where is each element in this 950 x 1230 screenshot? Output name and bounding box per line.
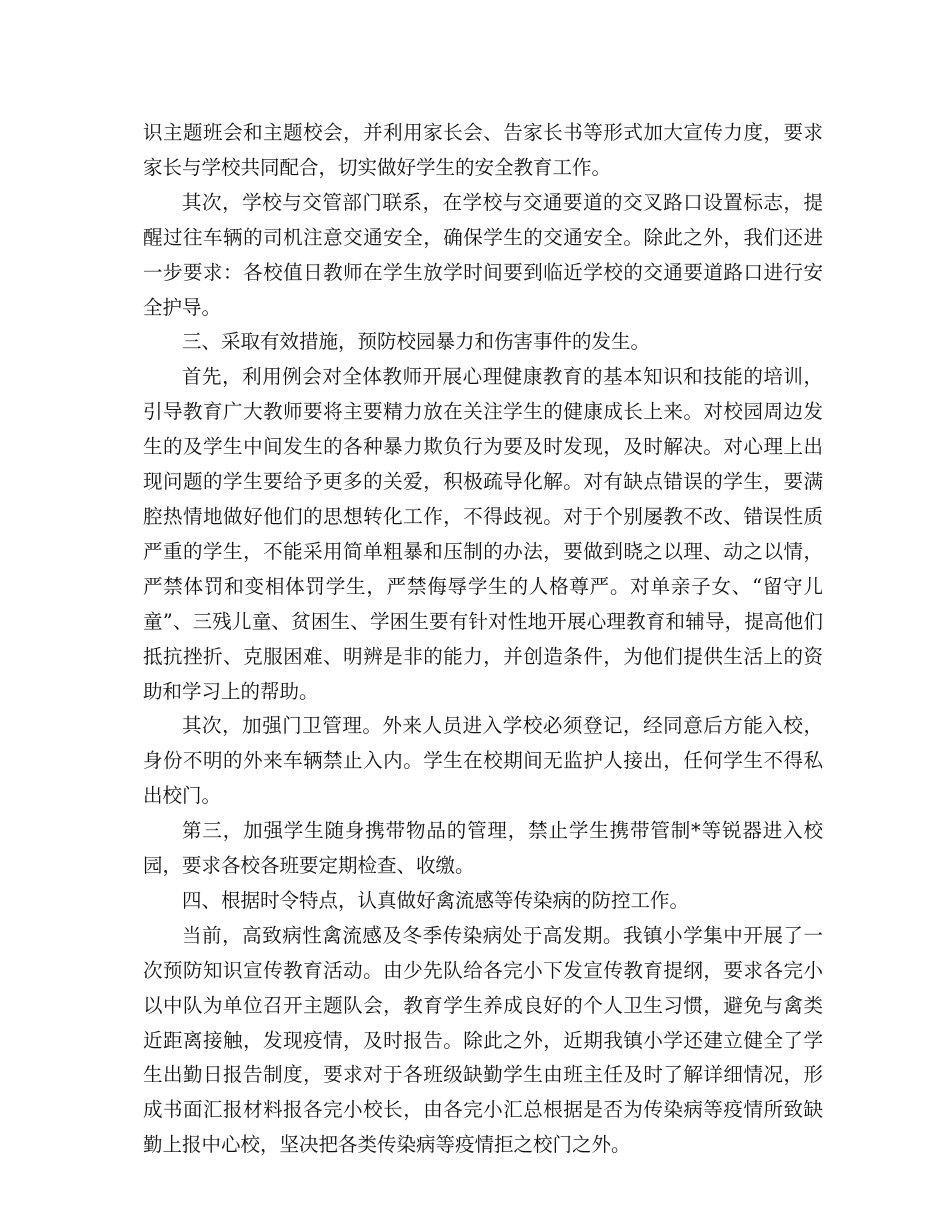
paragraph-gate-management: 其次，加强门卫管理。外来人员进入学校必须登记，经同意后方能入校，身份不明的外来车辆禁止入内。学生在校期间无监护人接出，任何学生不得私出校门。 xyxy=(143,714,823,808)
paragraph-traffic-safety: 其次，学校与交管部门联系，在学校与交通要道的交叉路口设置标志，提醒过往车辆的司机注意交通安全，确保学生的交通安全。除此之外，我们还进一步要求：各校值日教师在学生放学时间要到临近学校的交通要道路口进行安全护导。 xyxy=(143,190,823,319)
section-heading-4: 四、根据时令特点，认真做好禽流感等传染病的防控工作。 xyxy=(182,888,690,912)
paragraph-disease-prevention: 当前，高致病性禽流感及冬季传染病处于高发期。我镇小学集中开展了一次预防知识宣传教育活动。由少先队给各完小下发宣传教育提纲，要求各完小以中队为单位召开主题队会，教育学生养成良好的个人卫生习惯，避免与禽类近距离接触，发现疫情，及时报告。除此之外，近期我镇小学还建立健全了学生出勤日报告制度，要求对于各班级缺勤学生由班主任及时了解详细情况，形成书面汇报材料报各完小校长，由各完小汇总根据是否为传染病等疫情所致缺勤上报中心校，坚决把各类传染病等疫情拒之校门之外。 xyxy=(143,923,823,1157)
document-page xyxy=(143,116,823,1163)
paragraph-continuation: 识主题班会和主题校会，并利用家长会、告家长书等形式加大宣传力度，要求家长与学校共同配合，切实做好学生的安全教育工作。 xyxy=(143,121,823,179)
section-heading-3: 三、采取有效措施，预防校园暴力和伤害事件的发生。 xyxy=(182,330,651,354)
paragraph-carried-items: 第三，加强学生随身携带物品的管理，禁止学生携带管制*等锐器进入校园，要求各校各班要定期检查、收缴。 xyxy=(143,819,823,878)
paragraph-mental-health: 首先，利用例会对全体教师开展心理健康教育的基本知识和技能的培训，引导教育广大教师要将主要精力放在关注学生的健康成长上来。对校园周边发生的及学生中间发生的各种暴力欺负行为要及时发现，及时解决。对心理上出现问题的学生要给予更多的关爱，积极疏导化解。对有缺点错误的学生，要满腔热情地做好他们的思想转化工作，不得歧视。对于个别屡教不改、错误性质严重的学生，不能采用简单粗暴和压制的办法，要做到晓之以理、动之以情，严禁体罚和变相体罚学生，严禁侮辱学生的人格尊严。对单亲子女、“留守儿童”、三残儿童、贫困生、学困生要有针对性地开展心理教育和辅导，提高他们抵抗挫折、克服困难、明辨是非的能力，并创造条件，为他们提供生活上的资助和学习上的帮助。 xyxy=(143,365,823,703)
